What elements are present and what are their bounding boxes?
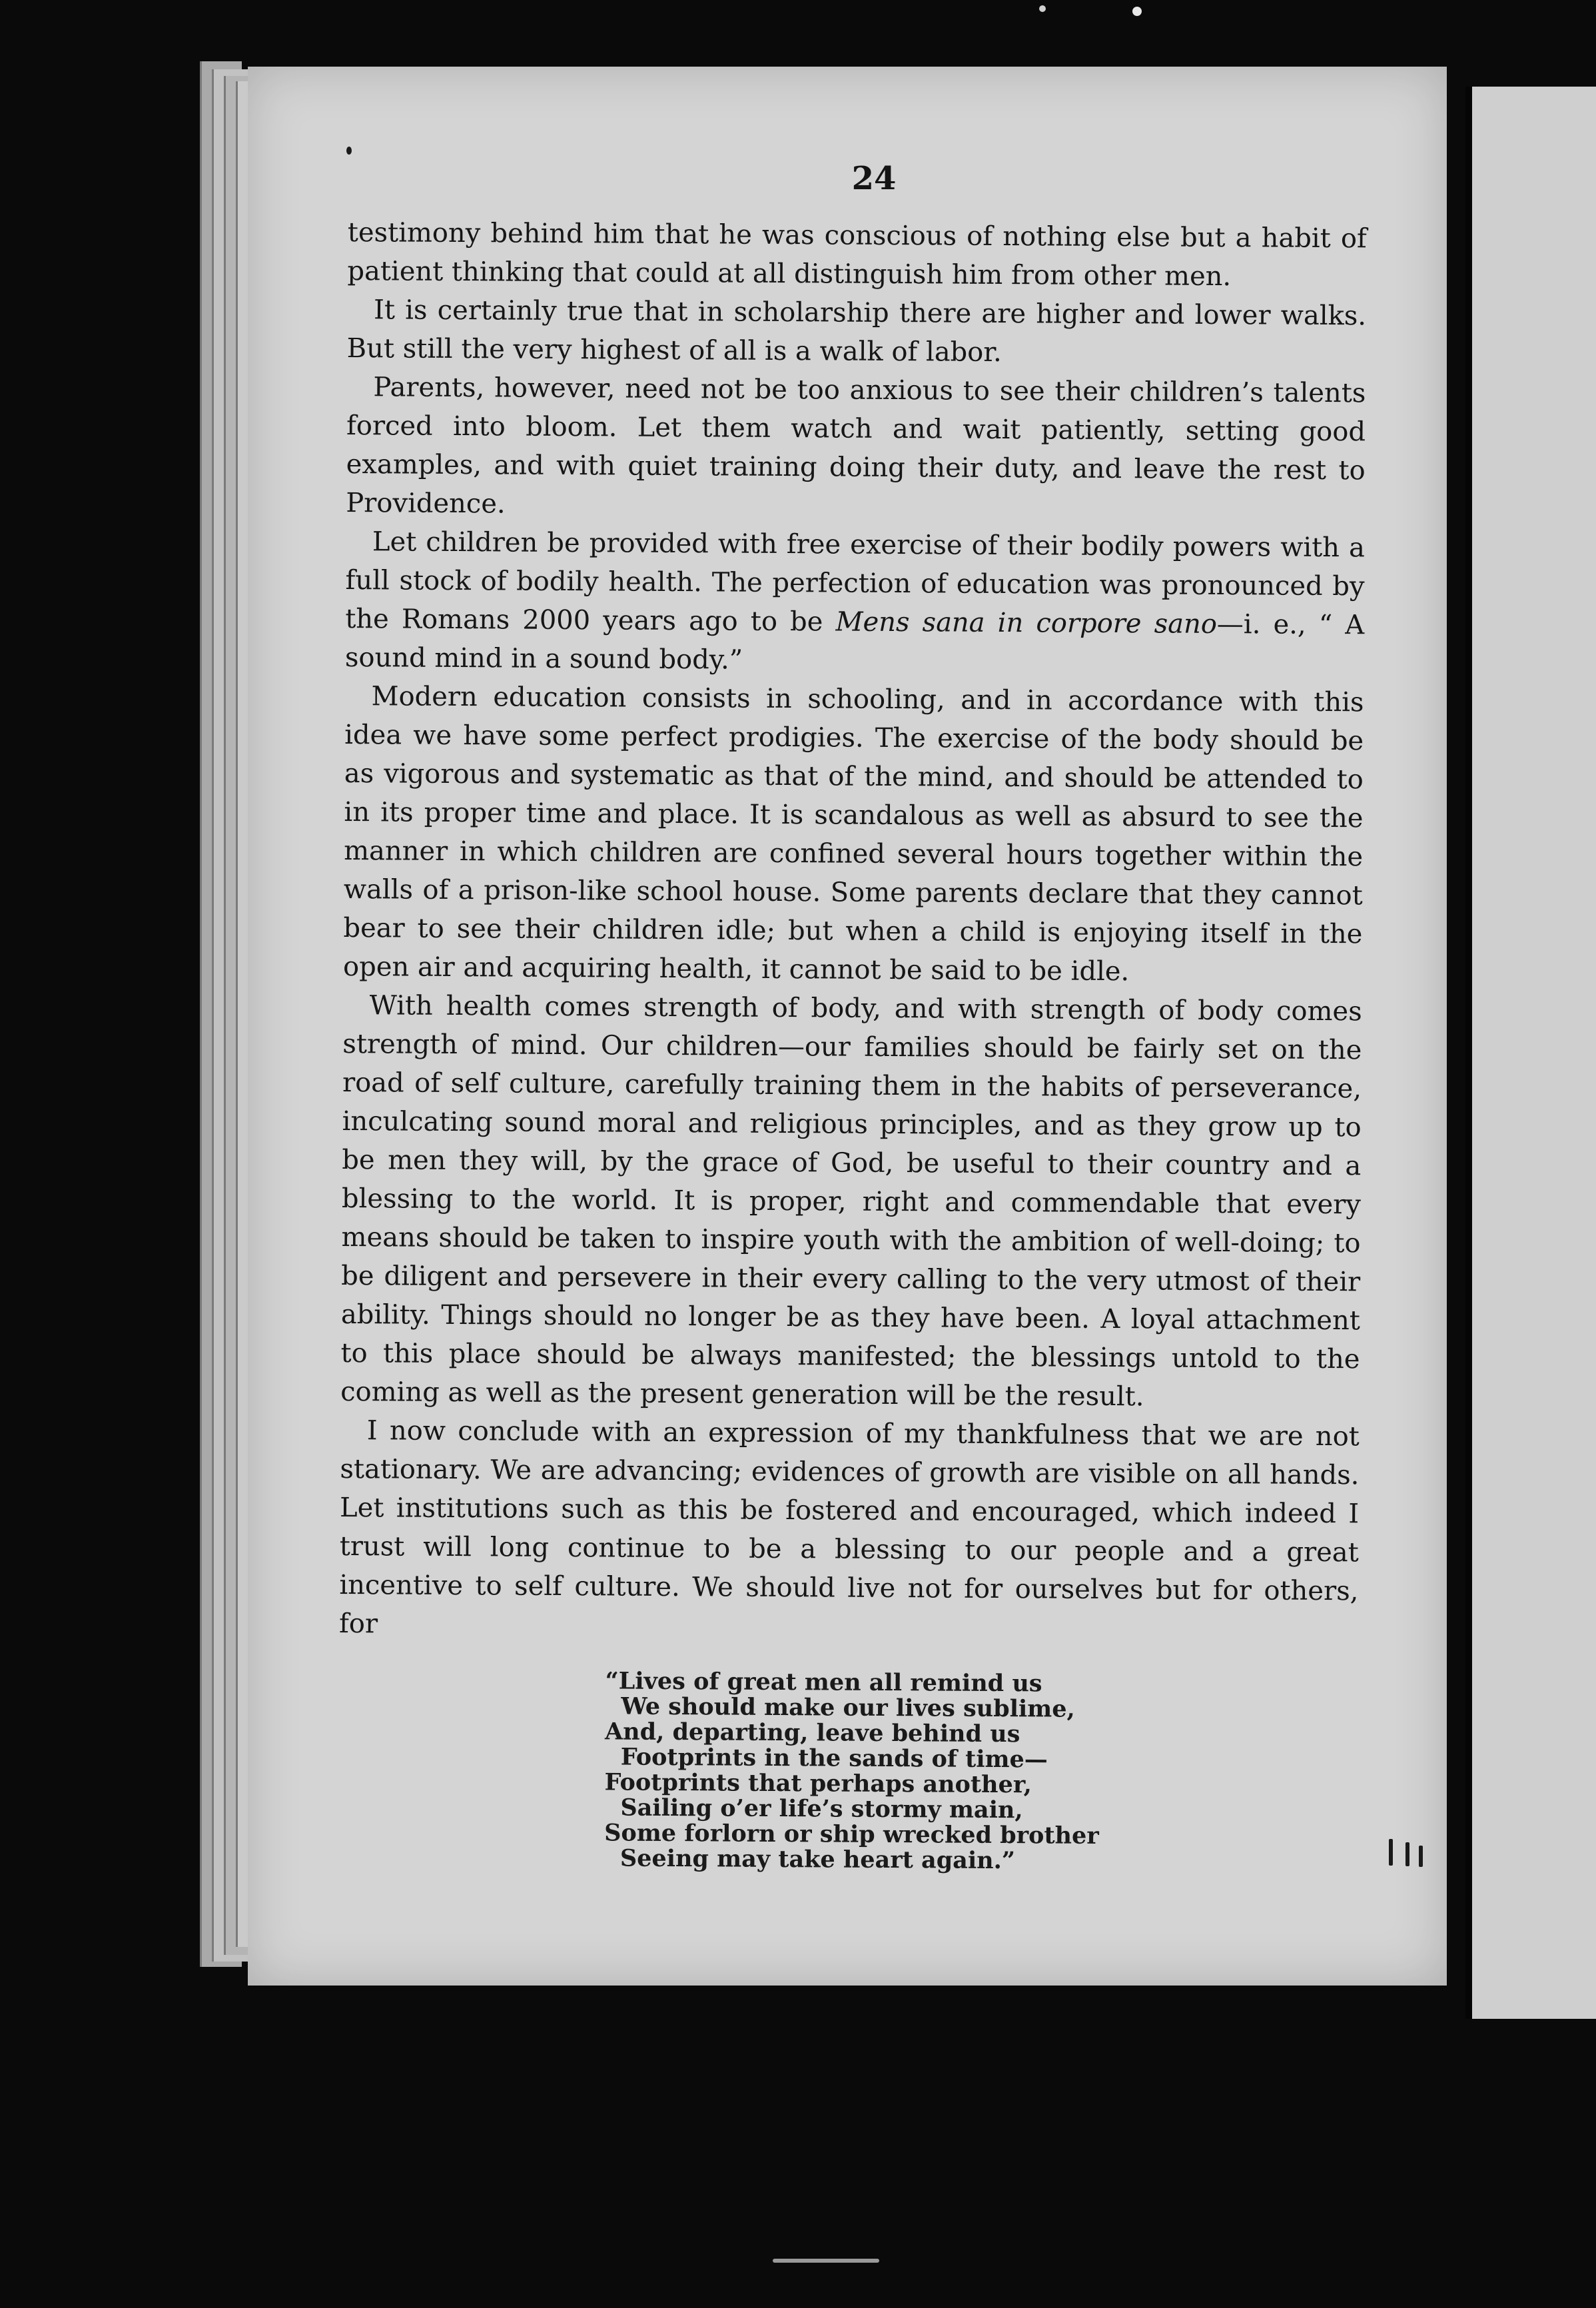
facing-page-edge — [1465, 87, 1596, 2019]
poem-line: We should make our lives sublime, — [621, 1692, 1075, 1723]
scan-speck — [1039, 5, 1046, 12]
poem-quotation — [604, 1668, 1358, 1876]
scanned-page — [248, 67, 1447, 1986]
scan-speck — [1389, 1839, 1393, 1866]
poem-line: Sailing o’er life’s stormy main, — [620, 1794, 1023, 1824]
latin-phrase: Mens sana in corpore sano — [835, 606, 1218, 640]
scan-speck — [1419, 1846, 1423, 1867]
poem-line: Footprints that perhaps another, — [604, 1768, 1032, 1799]
poem-line: Some forlorn or ship wrecked brother — [604, 1819, 1099, 1850]
paragraph-health — [345, 522, 1365, 683]
paragraph: With health comes strength of body, and with strength of body comes strength of mind. Our children—our families should be fairly set on the road of self culture, carefully training them in the habits of perseverance, inculcating sound moral and religious principles, and as they grow up to be men they will, by the grace of God, be useful to their country and a blessing to the world. It is proper, right and commendable that every means should be taken to inspire youth with the ambition of well-doing; to be diligent and persevere in their every calling to the very utmost of their ability. Things should no longer be as they have been. A loyal attachment to this place should be always manifested; the blessings untold to the coming as well as the present generation will be the result. — [340, 990, 1362, 1413]
paragraph-text: —i. e., “ A sound mind in a sound body.” — [344, 608, 1365, 676]
poem-line: Seeing may take heart again.” — [619, 1844, 1016, 1875]
poem-line: “Lives of great men all remind us — [605, 1667, 1042, 1698]
paragraph: Modern education consists in schooling, and in accordance with this idea we have some perfect prodigies. The exercise of the body should be as vigorous and systematic as that of the mind, and should be attended to in its proper time and place. It is scandalous as well as absurd to see the manner in which children are confined several hours together within the walls of a prison-like school house. Some parents declare that they cannot bear to see their children idle; but when a child is enjoying itself in the open air and acquiring health, it cannot be said to be idle. — [342, 681, 1364, 987]
body-text — [338, 213, 1367, 1876]
paragraph: It is certainly true that in scholarship there are higher and lower walks. But still the very highest of all is a walk of labor. — [346, 294, 1367, 368]
scan-speck — [1405, 1842, 1409, 1866]
paragraph-text: Let children be provided with free exercise of their bodily powers with a full stock of bodily health. The perfection of education was pronounced by the Romans 2000 years ago to be — [345, 526, 1366, 638]
paragraph: testimony behind him that he was conscious of nothing else but a habit of patient thinking that could at all distinguish him from other men. — [347, 217, 1367, 292]
scan-speck — [773, 2259, 879, 2263]
scan-speck — [1132, 7, 1142, 16]
page-number: 24 — [851, 160, 897, 197]
scan-speck — [346, 147, 352, 155]
poem-line: And, departing, leave behind us — [604, 1718, 1020, 1748]
poem-line: Footprints in the sands of time— — [620, 1743, 1048, 1774]
paragraph: Parents, however, need not be too anxious to see their children’s talents forced into bloom. Let them watch and wait patiently, setting good examples, and with quiet training doing their duty, and leave the rest to Providence. — [346, 372, 1366, 520]
paragraph: I now conclude with an expression of my thankfulness that we are not stationary. We are advancing; evidences of growth are visible on all hands. Let institutions such as this be fostered and encouraged, which indeed I trust will long continue to be a blessing to our people and a great incentive to self culture. We should live not for ourselves but for others, for — [338, 1415, 1360, 1640]
